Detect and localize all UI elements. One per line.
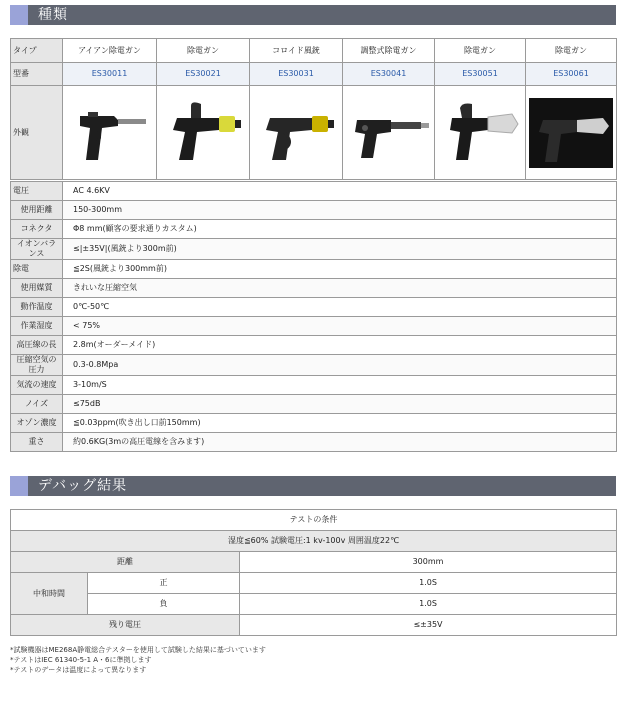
model-cell: ES30021: [157, 63, 250, 86]
model-label: 型番: [11, 63, 63, 86]
conditions-title: テストの条件: [11, 510, 617, 531]
residual-label: 残り電圧: [11, 615, 240, 636]
spec-label: 重さ: [11, 433, 63, 452]
conditions-value: 湿度≦60% 試験電圧:1 kv-100v 周囲温度22℃: [11, 531, 617, 552]
spec-label: 高圧線の長: [11, 336, 63, 355]
product-image-cell: [250, 86, 343, 180]
black-gun-yellow-ring-icon: [161, 98, 245, 168]
section-header-debug: [10, 476, 616, 496]
spec-row: [11, 395, 617, 414]
type-label: タイプ: [11, 39, 63, 63]
spec-value: 0.3-0.8Mpa: [63, 355, 617, 376]
footnote: *テストのデータは温度によって異なります: [10, 666, 147, 674]
spec-value: ≤75dB: [63, 395, 617, 414]
distance-value: 300mm: [240, 552, 617, 573]
spec-row: [11, 414, 617, 433]
model-cell: ES30011: [63, 63, 157, 86]
spec-row: [11, 279, 617, 298]
spec-label: オゾン濃度: [11, 414, 63, 433]
spec-row: [11, 220, 617, 239]
product-image-cell: [435, 86, 526, 180]
model-row: [11, 63, 617, 86]
product-image-cell: [157, 86, 250, 180]
spec-value: 0℃-50℃: [63, 298, 617, 317]
footnote: *試験機器はME268A静電総合テスターを使用して試験した結果に基づいています: [10, 646, 266, 654]
black-gun-metal-nozzle-icon: [68, 98, 152, 168]
type-cell: 除電ガン: [435, 39, 526, 63]
spec-label: 使用距離: [11, 201, 63, 220]
spec-label: ノイズ: [11, 395, 63, 414]
result-table: [10, 509, 617, 636]
spec-value: ≦0.03ppm(吹き出し口前150mm): [63, 414, 617, 433]
spec-row: [11, 201, 617, 220]
type-row: [11, 39, 617, 63]
appearance-row: [11, 86, 617, 180]
spec-label: 電圧: [11, 182, 63, 201]
positive-value: 1.0S: [240, 573, 617, 594]
spec-row: [11, 182, 617, 201]
section-header-types: [10, 5, 616, 25]
footnotes: [10, 645, 266, 675]
spec-label: 除電: [11, 260, 63, 279]
spec-value: ≦2S(風銃より300mm前): [63, 260, 617, 279]
black-gun-yellow-ring-icon: [254, 98, 338, 168]
section-title: 種類: [38, 7, 68, 23]
spec-label: 気流の速度: [11, 376, 63, 395]
model-cell: ES30051: [435, 63, 526, 86]
product-image-cell: [343, 86, 435, 180]
type-cell: 調整式除電ガン: [343, 39, 435, 63]
spec-row: [11, 260, 617, 279]
spec-value: Φ8 mm(顧客の要求通りカスタム): [63, 220, 617, 239]
section-title: デバッグ結果: [38, 478, 128, 494]
positive-label: 正: [88, 573, 240, 594]
negative-value: 1.0S: [240, 594, 617, 615]
spec-row: [11, 298, 617, 317]
neutral-time-label: 中和時間: [11, 573, 88, 615]
black-gun-clear-nozzle-icon: [529, 98, 613, 168]
product-image-cell: [63, 86, 157, 180]
spec-label: コネクタ: [11, 220, 63, 239]
spec-label: 動作温度: [11, 298, 63, 317]
type-cell: 除電ガン: [157, 39, 250, 63]
model-cell: ES30031: [250, 63, 343, 86]
distance-label: 距離: [11, 552, 240, 573]
spec-row: [11, 239, 617, 260]
spec-row: [11, 355, 617, 376]
spec-row: [11, 317, 617, 336]
spec-value: 約0.6KG(3mの高圧電線を含みます): [63, 433, 617, 452]
spec-row: [11, 376, 617, 395]
spec-value: 2.8m(オーダーメイド): [63, 336, 617, 355]
section-accent: [10, 5, 28, 25]
spec-label: イオンバランス: [11, 239, 63, 260]
spec-table: [10, 38, 617, 180]
type-cell: アイアン除電ガン: [63, 39, 157, 63]
spec-value: きれいな圧縮空気: [63, 279, 617, 298]
residual-value: ≤±35V: [240, 615, 617, 636]
spec-values-table: [10, 181, 617, 452]
spec-value: ≤|±35V|(風銃より300m前): [63, 239, 617, 260]
spec-value: 3-10m/S: [63, 376, 617, 395]
spec-row: [11, 433, 617, 452]
spec-value: < 75%: [63, 317, 617, 336]
spec-value: AC 4.6KV: [63, 182, 617, 201]
spec-value: 150-300mm: [63, 201, 617, 220]
spec-label: 作業湿度: [11, 317, 63, 336]
black-gun-long-nozzle-icon: [347, 98, 431, 168]
product-image-cell: [526, 86, 617, 180]
spec-label: 使用媒質: [11, 279, 63, 298]
appearance-label: 外観: [11, 86, 63, 180]
spec-label: 圧縮空気の圧力: [11, 355, 63, 376]
spec-row: [11, 336, 617, 355]
type-cell: 除電ガン: [526, 39, 617, 63]
footnote: *テストはIEC 61340-5-1 A・6に準拠します: [10, 656, 152, 664]
model-cell: ES30061: [526, 63, 617, 86]
type-cell: コロイド風銃: [250, 39, 343, 63]
black-gun-clear-nozzle-icon: [438, 98, 522, 168]
section-accent: [10, 476, 28, 496]
negative-label: 負: [88, 594, 240, 615]
model-cell: ES30041: [343, 63, 435, 86]
